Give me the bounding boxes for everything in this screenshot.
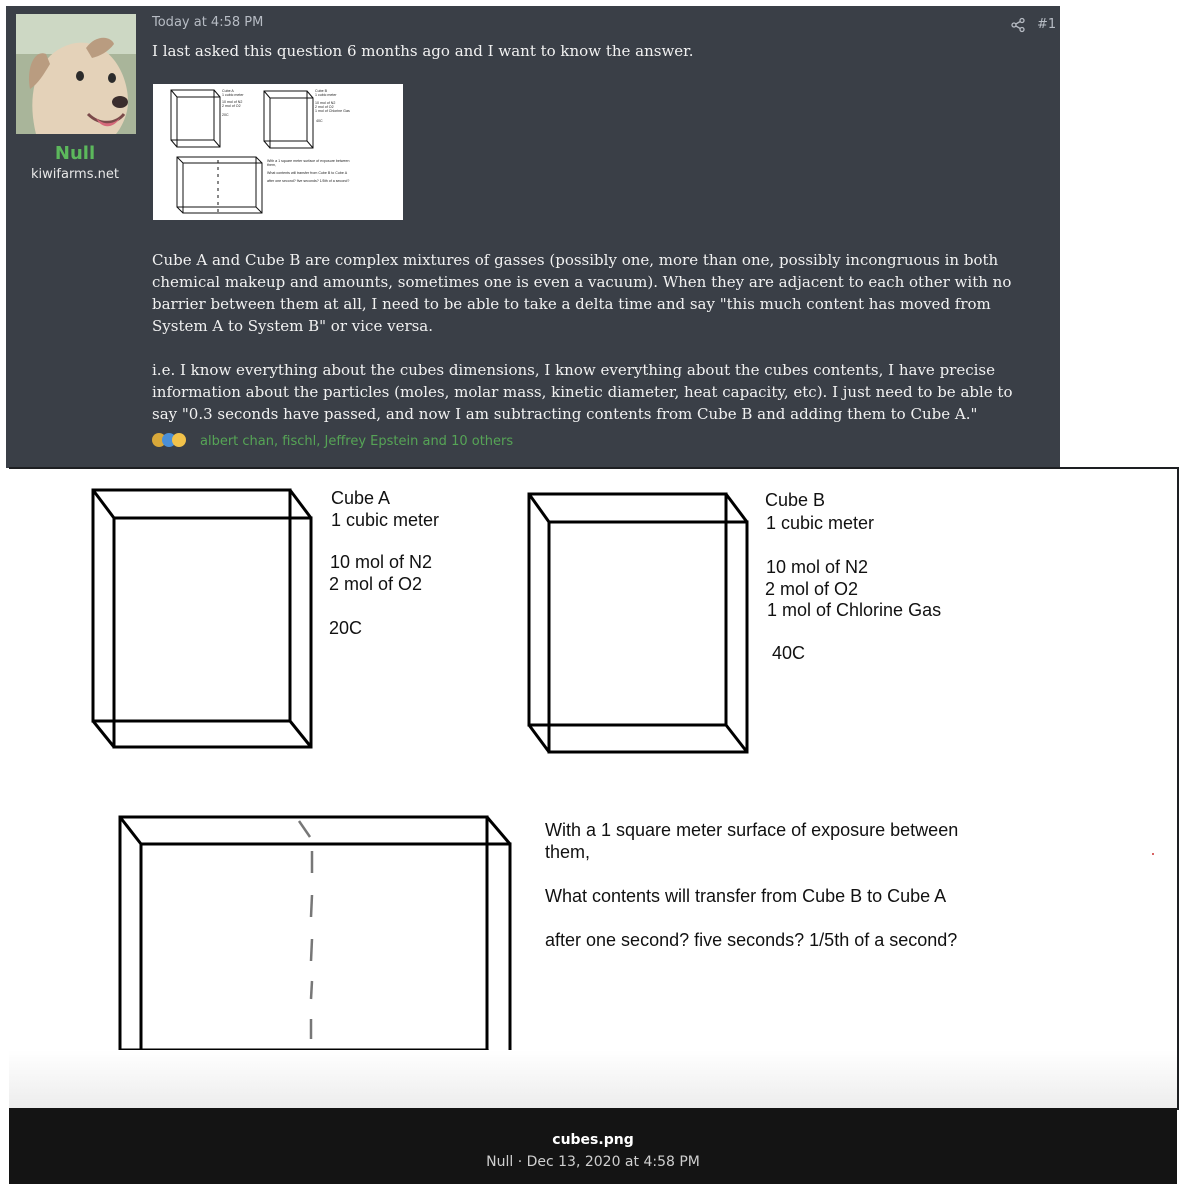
user-title: kiwifarms.net <box>31 167 119 182</box>
thumb-cube-a-title: Cube A <box>222 89 234 93</box>
forum-post <box>6 6 1060 468</box>
cube-b-volume: 1 cubic meter <box>766 513 875 533</box>
thumb-cube-a-line2: 2 mol of O2 <box>222 104 241 108</box>
thumb-cube-b-line3: 1 mol of Chlorine Gas <box>315 109 350 113</box>
thumbnail-diagram <box>153 84 403 220</box>
question-line2: them, <box>545 842 591 862</box>
red-dot <box>1152 853 1154 855</box>
username[interactable]: Null <box>54 143 96 164</box>
cube-a-line1: 10 mol of N2 <box>330 552 433 572</box>
thumb-cube-b-volume: 1 cubic meter <box>315 93 337 97</box>
user-sidebar <box>6 6 144 468</box>
caption-filename: cubes.png <box>552 1132 634 1148</box>
thumb-cube-a-temp: 20C <box>222 113 229 117</box>
share-icon[interactable] <box>1010 17 1026 33</box>
cubes-diagram <box>9 469 1177 1110</box>
avatar[interactable] <box>16 14 136 134</box>
thumb-cube-a-volume: 1 cubic meter <box>222 93 244 97</box>
cube-a-temp: 20C <box>329 618 363 638</box>
image-bottom-fade <box>9 1050 1177 1110</box>
thumb-question-line2: them, <box>267 163 276 167</box>
question-line3: What contents will transfer from Cube B to Cube A <box>545 886 947 906</box>
reactions-list-link[interactable]: albert chan, fischl, Jeffrey Epstein and 10 others <box>200 434 514 449</box>
thumb-cube-b-line1: 10 mol of N2 <box>315 101 336 105</box>
caption-meta: Null · Dec 13, 2020 at 4:58 PM <box>486 1154 700 1170</box>
lightbox-caption <box>9 1108 1177 1184</box>
cube-a-line2: 2 mol of O2 <box>329 574 423 594</box>
lightbox-image[interactable] <box>9 467 1179 1110</box>
post-number-link[interactable]: #1 <box>1037 17 1057 32</box>
thumb-cube-b-title: Cube B <box>315 89 327 93</box>
thumb-cube-b-line2: 2 mol of O2 <box>315 105 334 109</box>
reaction-icon-3 <box>172 433 186 447</box>
cube-a-volume: 1 cubic meter <box>331 510 440 530</box>
post-timestamp[interactable]: Today at 4:58 PM <box>152 15 264 30</box>
thumb-question-line4: after one second? five seconds? 1/5th of a second? <box>267 179 350 183</box>
cube-a-title: Cube A <box>331 488 391 508</box>
dog-avatar-image <box>16 14 136 134</box>
thumb-question-line1: With a 1 square meter surface of exposure between <box>267 159 350 163</box>
question-line4: after one second? five seconds? 1/5th of a second? <box>545 930 958 950</box>
post-paragraph-2: i.e. I know everything about the cubes dimensions, I know everything about the cubes contents, I have precise information about the particles (moles, molar mass, kinetic diameter, heat capacity, etc). I just need to be able to say "0.3 seconds have passed, and now I am subtracting contents from Cube B and adding them to Cube A." <box>152 361 1013 423</box>
thumb-question-line3: What contents will transfer from Cube B to Cube A <box>267 171 348 175</box>
cube-b-line3: 1 mol of Chlorine Gas <box>767 600 942 620</box>
cube-b-temp: 40C <box>772 643 806 663</box>
attachment-thumbnail[interactable] <box>153 84 403 220</box>
cube-b-line2: 2 mol of O2 <box>765 579 859 599</box>
thumb-cube-a-line1: 10 mol of N2 <box>222 100 243 104</box>
cube-b-title: Cube B <box>765 490 826 510</box>
post-paragraph-1: Cube A and Cube B are complex mixtures of gasses (possibly one, more than one, possibly incongruous in both chemical makeup and amounts, sometimes one is even a vacuum). When they are adjacent to each other with no barrier between them at all, I need to be able to take a delta time and say "this much content has moved from System A to System B" or vice versa. <box>152 251 1012 335</box>
post-intro: I last asked this question 6 months ago and I want to know the answer. <box>152 42 694 60</box>
cube-b-line1: 10 mol of N2 <box>766 557 869 577</box>
question-line1: With a 1 square meter surface of exposure between <box>545 820 959 840</box>
thumb-cube-b-temp: 40C <box>316 119 323 123</box>
